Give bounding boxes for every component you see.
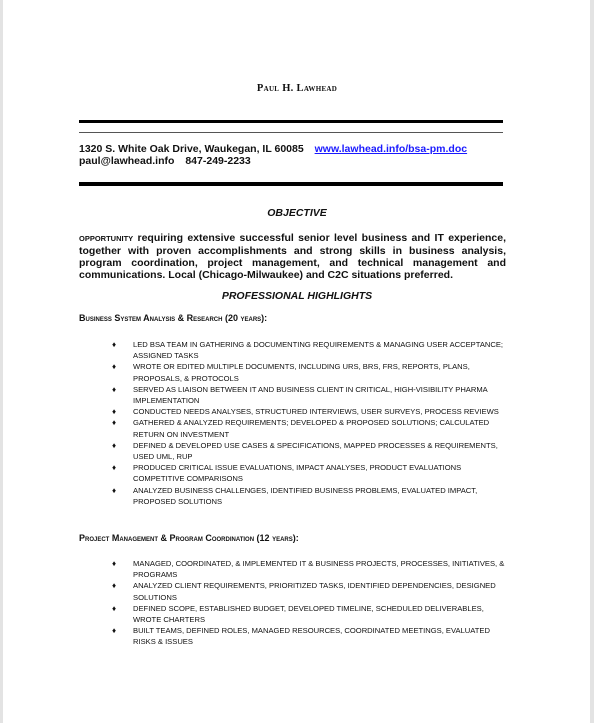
list-item: ♦ DEFINED & DEVELOPED USE CASES & SPECIFICATIONS, MAPPED PROCESSES & REQUIREMENTS, USED UML, RUP: [112, 440, 498, 462]
list-item: ♦ CONDUCTED NEEDS ANALYSES, STRUCTURED INTERVIEWS, USER SURVEYS, PROCESS REVIEWS: [112, 407, 499, 417]
diamond-bullet-icon: ♦: [112, 418, 117, 428]
bsa-bullet-list: [112, 339, 512, 507]
diamond-bullet-icon: ♦: [112, 384, 117, 394]
header-rule-thin: [79, 132, 503, 133]
list-item: ♦ MANAGED, COORDINATED, & IMPLEMENTED IT & BUSINESS PROJECTS, PROCESSES, INITIATIVES, & PROGRAMS: [112, 559, 505, 580]
contact-line-1: [79, 143, 467, 155]
objective-heading: OBJECTIVE: [267, 207, 327, 219]
list-item: ♦ DEFINED SCOPE, ESTABLISHED BUDGET, DEVELOPED TIMELINE, SCHEDULED DELIVERABLES, WROTE CHARTERS: [112, 603, 484, 625]
pm-section-heading: Project Management & Program Coordination (12 years):: [79, 533, 299, 543]
list-item: ♦ SERVED AS LIAISON BETWEEN IT AND BUSINESS CLIENT IN CRITICAL, HIGH-VISIBILITY PHARMA IMPLEMENTATION: [112, 384, 488, 406]
diamond-bullet-icon: ♦: [112, 407, 117, 417]
diamond-bullet-icon: ♦: [112, 581, 117, 591]
page-edge-left: [0, 0, 3, 723]
diamond-bullet-icon: ♦: [112, 463, 117, 473]
objective-lead-word: OPPORTUNITY: [79, 234, 134, 243]
objective-paragraph: [79, 232, 506, 281]
resume-name: Paul H. Lawhead: [256, 83, 338, 94]
list-item: ♦ WROTE OR EDITED MULTIPLE DOCUMENTS, INCLUDING URS, BRS, FRS, REPORTS, PLANS, PROPOSALS, & PROTOCOLS: [112, 362, 470, 383]
diamond-bullet-icon: ♦: [112, 340, 117, 349]
bsa-section-heading: Business System Analysis & Research (20 years):: [79, 313, 268, 323]
website-link[interactable]: www.lawhead.info/bsa-pm.doc: [314, 143, 468, 155]
contact-phone: 847-249-2233: [185, 155, 251, 167]
diamond-bullet-icon: ♦: [112, 440, 117, 450]
list-item: ♦ GATHERED & ANALYZED REQUIREMENTS; DEVELOPED & PROPOSED SOLUTIONS; CALCULATED RETURN ON INVESTMENT: [112, 418, 490, 439]
contact-email: paul@lawhead.info: [79, 155, 175, 167]
diamond-bullet-icon: ♦: [112, 485, 117, 495]
header-rule-top: [79, 120, 503, 123]
diamond-bullet-icon: ♦: [112, 362, 117, 372]
list-item: ♦ ANALYZED BUSINESS CHALLENGES, IDENTIFIED BUSINESS PROBLEMS, EVALUATED IMPACT, PROPOSED SOLUTIONS: [112, 485, 478, 506]
pm-bullet-list: [112, 558, 512, 648]
header-rule-bottom: [79, 182, 503, 186]
list-item: ♦ BUILT TEAMS, DEFINED ROLES, MANAGED RESOURCES, COORDINATED MEETINGS, EVALUATED RISKS & ISSUES: [112, 626, 490, 647]
list-item: ♦ ANALYZED CLIENT REQUIREMENTS, PRIORITIZED TASKS, IDENTIFIED DEPENDENCIES, DESIGNED SOLUTIONS: [112, 581, 496, 602]
list-item: ♦ PRODUCED CRITICAL ISSUE EVALUATIONS, IMPACT ANALYSES, PRODUCT EVALUATIONS COMPETITIVE COMPARISONS: [112, 463, 462, 484]
contact-line-2: [79, 155, 251, 167]
page-edge-right: [590, 0, 594, 723]
diamond-bullet-icon: ♦: [112, 626, 117, 636]
diamond-bullet-icon: ♦: [112, 603, 117, 613]
diamond-bullet-icon: ♦: [112, 559, 117, 568]
objective-body: requiring extensive successful senior level business and IT experience, together with proven accomplishments and strong skills in business analysis, program coordination, project management, and technical management and communications. Local (Chicago-Milwaukee) and C2C situations preferred.: [79, 232, 506, 281]
list-item: ♦ LED BSA TEAM IN GATHERING & DOCUMENTING REQUIREMENTS & MANAGING USER ACCEPTANCE; ASSIGNED TASKS: [112, 340, 504, 361]
highlights-heading: PROFESSIONAL HIGHLIGHTS: [221, 290, 373, 302]
contact-address: 1320 S. White Oak Drive, Waukegan, IL 60085: [79, 143, 304, 155]
